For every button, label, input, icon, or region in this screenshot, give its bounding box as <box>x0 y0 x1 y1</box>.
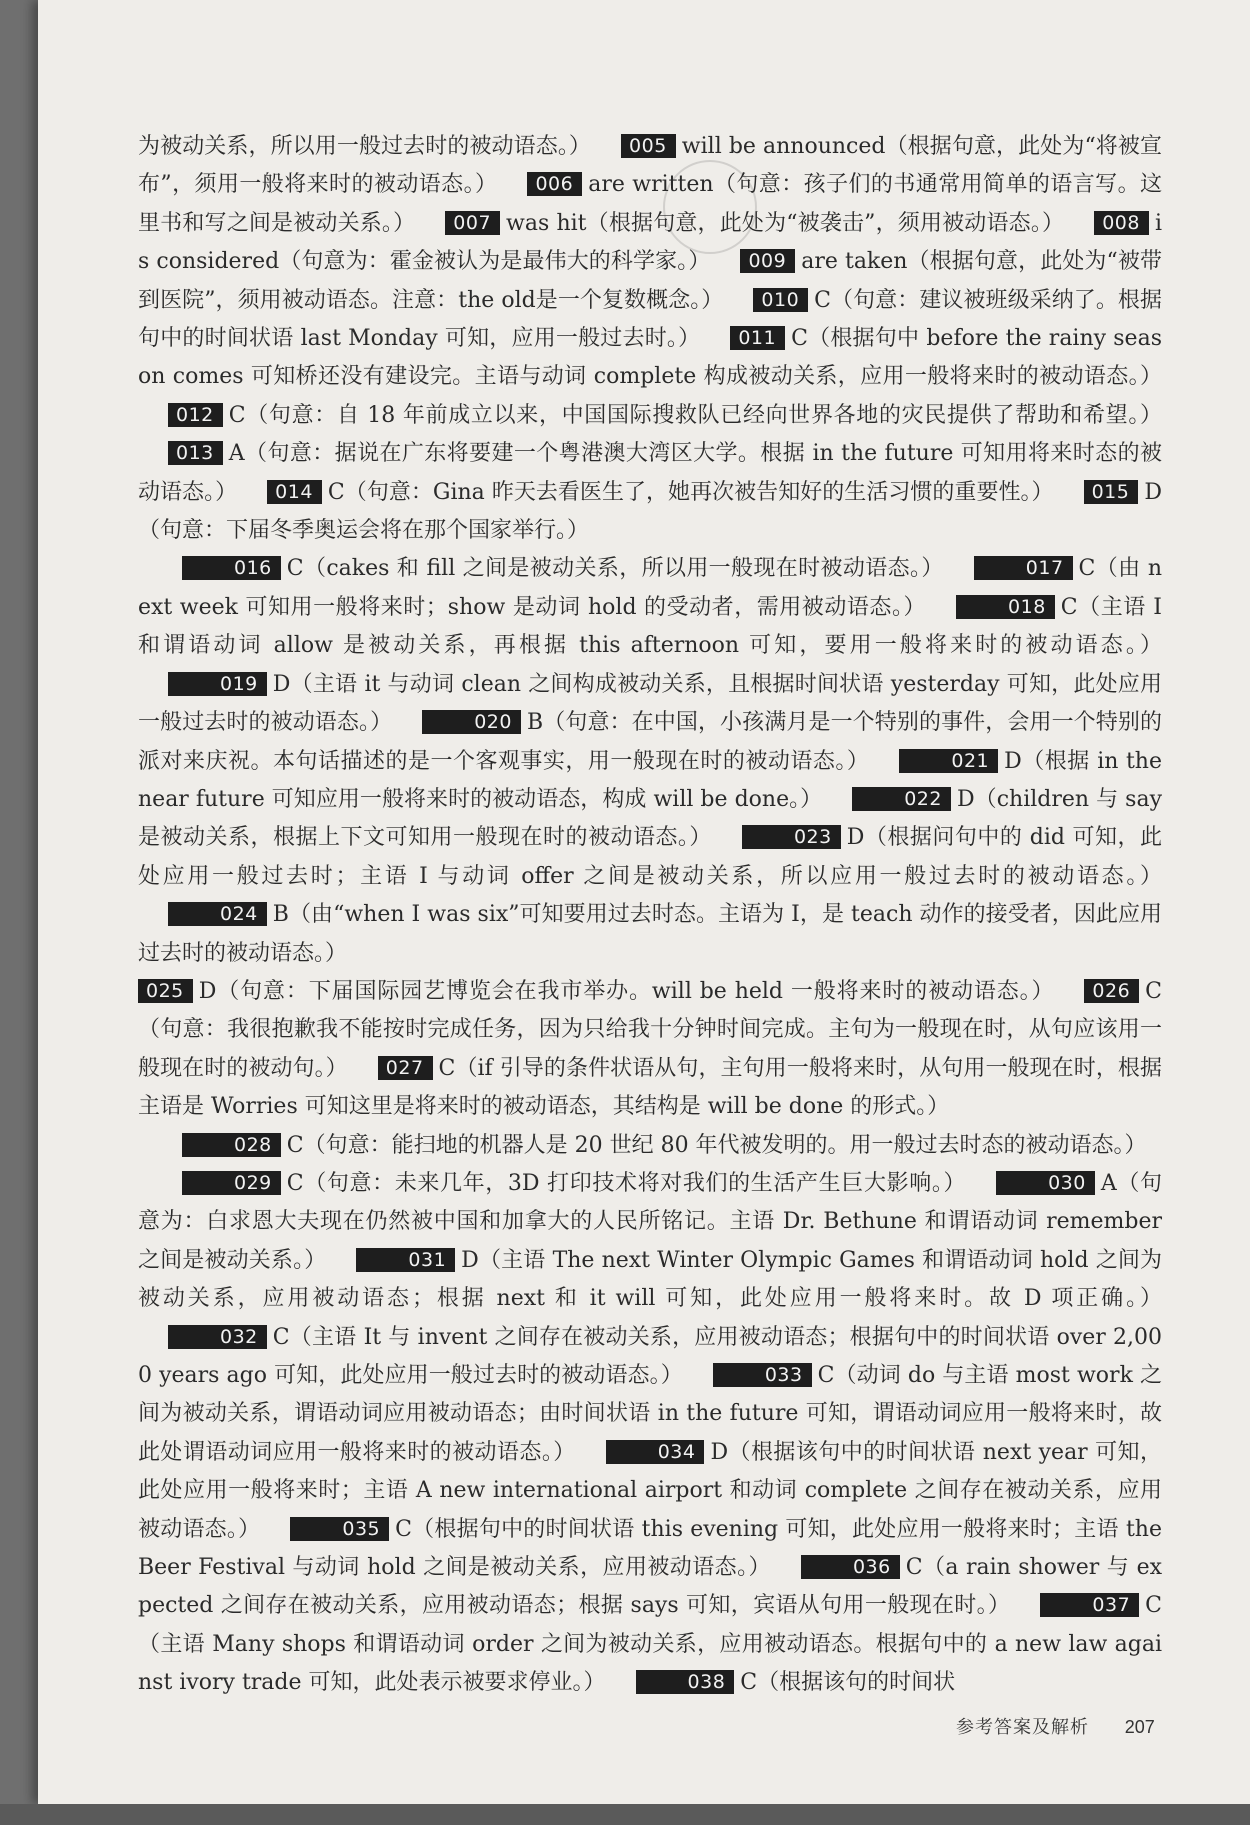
question-number-badge: 034 <box>606 1440 705 1464</box>
question-number-badge: 029 <box>182 1171 281 1195</box>
question-number-badge: 014 <box>267 480 322 504</box>
answer-text: D（根据问句中的 did 可知，此处应用一般过去时；主语 I 与动词 offer 之间是被动关系，所以应用一般过去时的被动语态。） <box>138 825 1162 889</box>
answer-text: D（句意：下届国际园艺博览会在我市举办。will be held 一般将来时的被动语态。） <box>198 978 1055 1004</box>
answer-text: B（由“when I was six”可知要用过去时态。主语为 I，是 teach 动作的接受者，因此应用过去时的被动语态。） <box>138 902 1162 966</box>
question-number-badge: 017 <box>974 556 1073 580</box>
question-number-badge: 008 <box>1094 211 1149 235</box>
question-number-badge: 032 <box>168 1325 267 1349</box>
scan-bottom-edge <box>0 1804 1250 1825</box>
question-number-badge: 020 <box>422 710 521 734</box>
answer-text: C（句意：未来几年，3D 打印技术将对我们的生活产生巨大影响。） <box>286 1170 967 1196</box>
answer-paragraph <box>138 1165 1162 1703</box>
answer-text: D（句意：下届冬季奥运会将在那个国家举行。） <box>138 479 1162 544</box>
answer-text: C（句意：建议被班级采纳了。根据句中的时间状语 last Monday 可知，应用一般过去时。） <box>138 287 1162 352</box>
question-number-badge: 021 <box>899 749 998 773</box>
footer-label: 参考答案及解析 <box>956 1717 1089 1738</box>
question-number-badge: 028 <box>182 1133 281 1157</box>
question-number-badge: 027 <box>378 1056 433 1080</box>
answer-paragraph <box>138 1127 1162 1165</box>
answer-text: C（句意：能扫地的机器人是 20 世纪 80 年代被发明的。用一般过去时态的被动语态。） <box>286 1132 1147 1158</box>
answer-text: C（if 引导的条件状语从句，主句用一般将来时，从句用一般现在时，根据主语是 Worries 可知这里是将来时的被动语态，其结构是 will be done 的形式。） <box>138 1055 1162 1120</box>
answer-text: was hit（根据句意，此处为“被袭击”，须用被动语态。） <box>506 210 1065 236</box>
page-number: 207 <box>1124 1717 1155 1737</box>
document-page <box>38 0 1250 1804</box>
answer-text: C（主语 I 和谓语动词 allow 是被动关系，再根据 this afternoon 可知，要用一般将来时的被动语态。） <box>138 594 1162 659</box>
question-number-badge: 010 <box>753 288 808 312</box>
answer-text: D（根据 in the near future 可知应用一般将来时的被动语态，构成 will be done。） <box>138 748 1162 812</box>
question-number-badge: 035 <box>290 1517 389 1541</box>
answer-text: A（句意：据说在广东将要建一个粤港澳大湾区大学。根据 in the future 可知用将来时态的被动语态。） <box>138 441 1162 505</box>
question-number-badge: 005 <box>621 134 676 158</box>
page-footer <box>956 1713 1155 1739</box>
question-number-badge: 009 <box>740 249 795 273</box>
question-number-badge: 031 <box>356 1248 455 1272</box>
question-number-badge: 006 <box>527 172 582 196</box>
answer-text: C（根据该句的时间状 <box>740 1670 956 1696</box>
answer-text: D（主语 The next Winter Olympic Games 和谓语动词 hold 之间为被动关系，应用被动语态；根据 next 和 it will 可知，此处应用一般将来时。故 D 项正确。） <box>138 1247 1162 1312</box>
answer-text: B（句意：在中国，小孩满月是一个特别的事件，会用一个特别的派对来庆祝。本句话描述的是一个客观事实，用一般现在时的被动语态。） <box>138 710 1162 774</box>
question-number-badge: 023 <box>742 825 841 849</box>
answer-text: is considered（句意为：霍金被认为是最伟大的科学家。） <box>138 210 1162 275</box>
answer-text: C（主语 Many shops 和谓语动词 order 之间为被动关系，应用被动语态。根据句中的 a new law against ivory trade 可知，此处表示被要求停业。） <box>138 1593 1162 1696</box>
answer-paragraph <box>138 550 1162 972</box>
answer-paragraph <box>138 973 1162 1127</box>
question-number-badge: 024 <box>168 902 267 926</box>
question-number-badge: 018 <box>956 595 1055 619</box>
question-number-badge: 033 <box>713 1363 812 1387</box>
question-number-badge: 019 <box>168 672 267 696</box>
answer-text: C（主语 It 与 invent 之间存在被动关系，应用被动语态；根据句中的时间状语 over 2,000 years ago 可知，此处应用一般过去时的被动语态。） <box>138 1324 1162 1388</box>
answer-text: C（cakes 和 fill 之间是被动关系，所以用一般现在时被动语态。） <box>286 556 944 582</box>
answer-text: C（句意：自 18 年前成立以来，中国国际搜救队已经向世界各地的灾民提供了帮助和希望。） <box>228 402 1162 428</box>
answer-text: are written（句意：孩子们的书通常用简单的语言写。这里书和写之间是被动关系。） <box>138 172 1163 236</box>
answer-text: C（句意：Gina 昨天去看医生了，她再次被告知好的生活习惯的重要性。） <box>327 479 1054 505</box>
question-number-badge: 011 <box>730 326 785 350</box>
answer-text: C（句意：我很抱歉我不能按时完成任务，因为只给我十分钟时间完成。主句为一般现在时，从句应该用一般现在时的被动句。） <box>138 978 1162 1081</box>
question-number-badge: 012 <box>168 403 223 427</box>
answer-text: D（children 与 say 是被动关系，根据上下文可知用一般现在时的被动语态。） <box>138 786 1162 851</box>
question-number-badge: 037 <box>1040 1593 1139 1617</box>
question-number-badge: 013 <box>168 441 223 465</box>
answer-text: C（根据句中 before the rainy season comes 可知桥还没有建设完。主语与动词 complete 构成被动关系，应用一般将来时的被动语态。） <box>138 326 1162 390</box>
question-number-badge: 022 <box>852 787 951 811</box>
answer-text: C（根据句中的时间状语 this evening 可知，此处应用一般将来时；主语 the Beer Festival 与动词 hold 之间是被动关系，应用被动语态。） <box>138 1516 1162 1581</box>
question-number-badge: 038 <box>636 1670 735 1694</box>
answer-paragraph <box>138 128 1162 550</box>
answer-text: C（a rain shower 与 expected 之间存在被动关系，应用被动语态；根据 says 可知，宾语从句用一般现在时。） <box>138 1555 1163 1619</box>
answer-text: D（根据该句中的时间状语 next year 可知，此处应用一般将来时；主语 A new international airport 和动词 complete 之间存在被动关系，应用被动语态。） <box>138 1439 1162 1542</box>
question-number-badge: 030 <box>996 1171 1095 1195</box>
question-number-badge: 026 <box>1084 979 1139 1003</box>
answer-text: C（动词 do 与主语 most work 之间为被动关系，谓语动词应用被动语态；由时间状语 in the future 可知，谓语动词应用一般将来时，故此处谓语动词应用一般将来时的被动语态。） <box>138 1363 1162 1465</box>
answer-text: A（句意为：白求恩大夫现在仍然被中国和加拿大的人民所铭记。主语 Dr. Bethune 和谓语动词 remember 之间是被动关系。） <box>138 1170 1163 1273</box>
question-number-badge: 007 <box>445 211 500 235</box>
answer-text: 为被动关系，所以用一般过去时的被动语态。） <box>138 134 592 159</box>
answer-text-body <box>138 128 1162 1703</box>
answer-text: C（由 next week 可知用一般将来时；show 是动词 hold 的受动者，需用被动语态。） <box>138 556 1163 620</box>
question-number-badge: 016 <box>182 556 281 580</box>
question-number-badge: 025 <box>138 979 193 1003</box>
answer-text: D（主语 it 与动词 clean 之间构成被动关系，且根据时间状语 yesterday 可知，此处应用一般过去时的被动语态。） <box>138 671 1162 736</box>
answer-text: will be announced（根据句意，此处为“将被宣布”，须用一般将来时的被动语态。） <box>138 134 1162 198</box>
answer-text: are taken（根据句意，此处为“被带到医院”，须用被动语态。注意：the old是一个复数概念。） <box>138 249 1162 313</box>
question-number-badge: 036 <box>801 1555 900 1579</box>
question-number-badge: 015 <box>1084 480 1139 504</box>
